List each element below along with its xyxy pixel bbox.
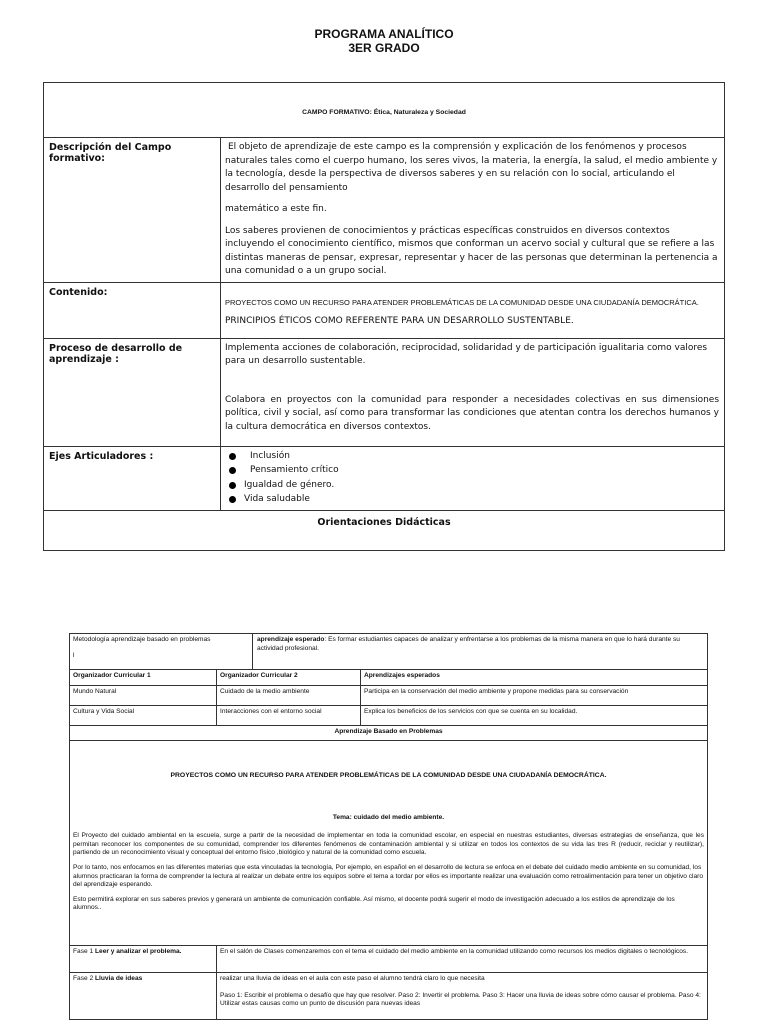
ejes-cell (221, 446, 725, 510)
fase-2-text-2: Paso 1: Escribir el problema o desafío que hay que resolver. Paso 2: Invertir el problema. Paso 3: Hacer una lluvia de ideas sobre cómo causar el problema. Paso 4: Utilizar estas causas como un punto de discusión para nuevas ideas (220, 991, 701, 1008)
proyecto-paragraph-1: El Proyecto del cuidado ambiental en la escuela, surge a partir de la necesidad de implementar en toda la comunidad escolar, en especial en nuestras estudiantes, diversas estrategias de enseñanza, que les permitan reconocer los componentes de su comunidad, comprender los diferentes fenómenos de contaminación ambiental y si utilizar en todos los contextos de su vida las tres R (reducir, reciclar y reutilizar), partiendo de un reconocimiento visual y conceptual del entorno físico ,biológico y natural de la comunidad como escuela. (73, 832, 704, 857)
bullet-icon (229, 453, 236, 460)
fase-row (70, 946, 708, 973)
header-organizador-2: Organizador Curricular 2 (217, 670, 361, 686)
document-title: PROGRAMA ANALÍTICO (314, 27, 454, 41)
proceso-label: Proceso de desarrollo de aprendizaje : (44, 338, 221, 446)
descripcion-paragraph-1: El objeto de aprendizaje de este campo es la comprensión y explicación de los fenómenos y procesos naturales tales como el cuerpo humano, los seres vivos, la materia, la energía, la salud, el medio ambiente y la tecnología, desde la perspectiva de diversos saberes y en su relación con lo social, articulando el desarrollo del pensamiento (225, 142, 718, 193)
descripcion-paragraph-1b: matemático a este fin. (225, 204, 327, 214)
fase-2-cell (217, 973, 708, 1020)
ejes-item: Igualdad de género. (244, 478, 719, 493)
contenido-project: PROYECTOS COMO UN RECURSO PARA ATENDER PROBLEMÁTICAS DE LA COMUNIDAD DESDE UNA CIUDADANÍA DEMOCRÁTICA. (225, 297, 699, 307)
header-organizador-1: Organizador Curricular 1 (70, 670, 217, 686)
plan-table (69, 633, 708, 1020)
proceso-paragraph-1: Implementa acciones de colaboración, reciprocidad, solidaridad y de participación igualitaria como valores para un desarrollo sustentable. (225, 342, 708, 366)
fase-2-label-cell: Fase 2 Lluvia de ideas (70, 973, 217, 1020)
descripcion-label: Descripción del Campo formativo: (44, 138, 221, 283)
aprendizaje-cell (253, 634, 708, 670)
fase-1-label-cell: Fase 1 Leer y analizar el problema. (70, 946, 217, 973)
contenido-principles: PRINCIPIOS ÉTICOS COMO REFERENTE PARA UN DESARROLLO SUSTENTABLE. (225, 316, 574, 326)
table-cell: Cultura y Vida Social (70, 706, 217, 726)
table-row (70, 706, 708, 726)
table-row (70, 686, 708, 706)
aprendizaje-label: aprendizaje esperado (257, 636, 325, 643)
ejes-list (225, 449, 719, 507)
orientaciones-label: Orientaciones Didácticas (317, 516, 451, 528)
metodologia-mark: l (73, 651, 75, 659)
fase-2-text-1: realizar una lluvia de ideas en el aula con este paso el alumno tendrá claro lo que necesita (220, 975, 485, 982)
contenido-label: Contenido: (44, 282, 221, 338)
campo-formativo-table (43, 82, 725, 551)
proyecto-title: PROYECTOS COMO UN RECURSO PARA ATENDER PROBLEMÁTICAS DE LA COMUNIDAD DESDE UNA CIUDADANÍA DEMOCRÁTICA. (170, 772, 607, 779)
contenido-cell (221, 282, 725, 338)
descripcion-cell (221, 138, 725, 283)
metodologia-text: Metodología aprendizaje basado en problemas (73, 636, 211, 643)
proyecto-paragraph-2: Por lo tanto, nos enfocamos en las diferentes materias que esta vinculadas la tecnología, Por ejemplo, en español en el desarrollo de lectura se enfoca en el debate del cuidado medio ambiente en su comunidad, los alumnos practicaran la forma de comprender la lectura al realizar un debate entre los equipos sobre el tema a tordar por ellos es importante realizar una evaluación como retroalimentación para tener un objetivo claro del aprendizaje esperando. (73, 863, 704, 889)
header-aprendizajes: Aprendizajes esperados (361, 670, 708, 686)
table-cell: Explica los beneficios de los servicios con que se cuenta en su localidad. (361, 706, 708, 726)
ejes-item: Vida saludable (244, 492, 719, 507)
metodologia-cell (70, 634, 253, 670)
proceso-cell (221, 338, 725, 446)
bullet-icon (229, 496, 236, 503)
fase-1-text: En el salón de Clases comenzaremos con el tema el cuidado del medio ambiente en la comunidad utilizando como recursos los medios digitales o tecnológicos. (217, 946, 708, 973)
aprendizaje-text: : Es formar estudiantes capaces de analizar y enfrentarse a los problemas de la misma manera en que lo hará durante su actividad profesional. (257, 636, 680, 652)
bullet-icon (229, 467, 236, 474)
orientaciones-row (44, 510, 725, 550)
bullet-icon (229, 482, 236, 489)
proyecto-cell (70, 741, 708, 946)
fase-row (70, 973, 708, 1020)
campo-formativo-title: CAMPO FORMATIVO: Ética, Naturaleza y Sociedad (302, 109, 466, 116)
ejes-item: Inclusión (244, 449, 719, 464)
ejes-label: Ejes Articuladores : (44, 446, 221, 510)
table-cell: Mundo Natural (70, 686, 217, 706)
proceso-paragraph-2: Colabora en proyectos con la comunidad para responder a necesidades colectivas en sus dimensiones política, civil y social, así como para transformar las condiciones que atentan contra los derechos humanos y la cultura democrática en diversos contextos. (225, 394, 720, 432)
table-cell: Cuidado de la medio ambiente (217, 686, 361, 706)
tema-label: Tema: cuidado del medio ambiente. (332, 813, 445, 821)
abp-label: Aprendizaje Basado en Problemas (70, 726, 708, 741)
ejes-item: Pensamiento crítico (244, 463, 719, 478)
table-cell: Interacciones con el entorno social (217, 706, 361, 726)
document-grade: 3ER GRADO (348, 41, 420, 55)
proyecto-paragraph-3: Esto permitirá explorar en sus saberes previos y generará un ambiente de comunicación confiable. Así mismo, el docente podrá sugerir el modo de investigación adecuado a los estilos de aprendizaje de los alumnos.. (73, 895, 675, 912)
descripcion-paragraph-2: Los saberes provienen de conocimientos y prácticas específicas construidos en diversos contextos incluyendo el conocimiento científico, mismos que conforman un acervo social y cultural que se refiere a las distintas maneras de pensar, expresar, representar y hacer de las personas que determinan la pertenencia a una comunidad o a un grupo social. (225, 225, 718, 276)
campo-formativo-header (44, 83, 725, 138)
table-cell: Participa en la conservación del medio ambiente y propone medidas para su conservación (361, 686, 708, 706)
